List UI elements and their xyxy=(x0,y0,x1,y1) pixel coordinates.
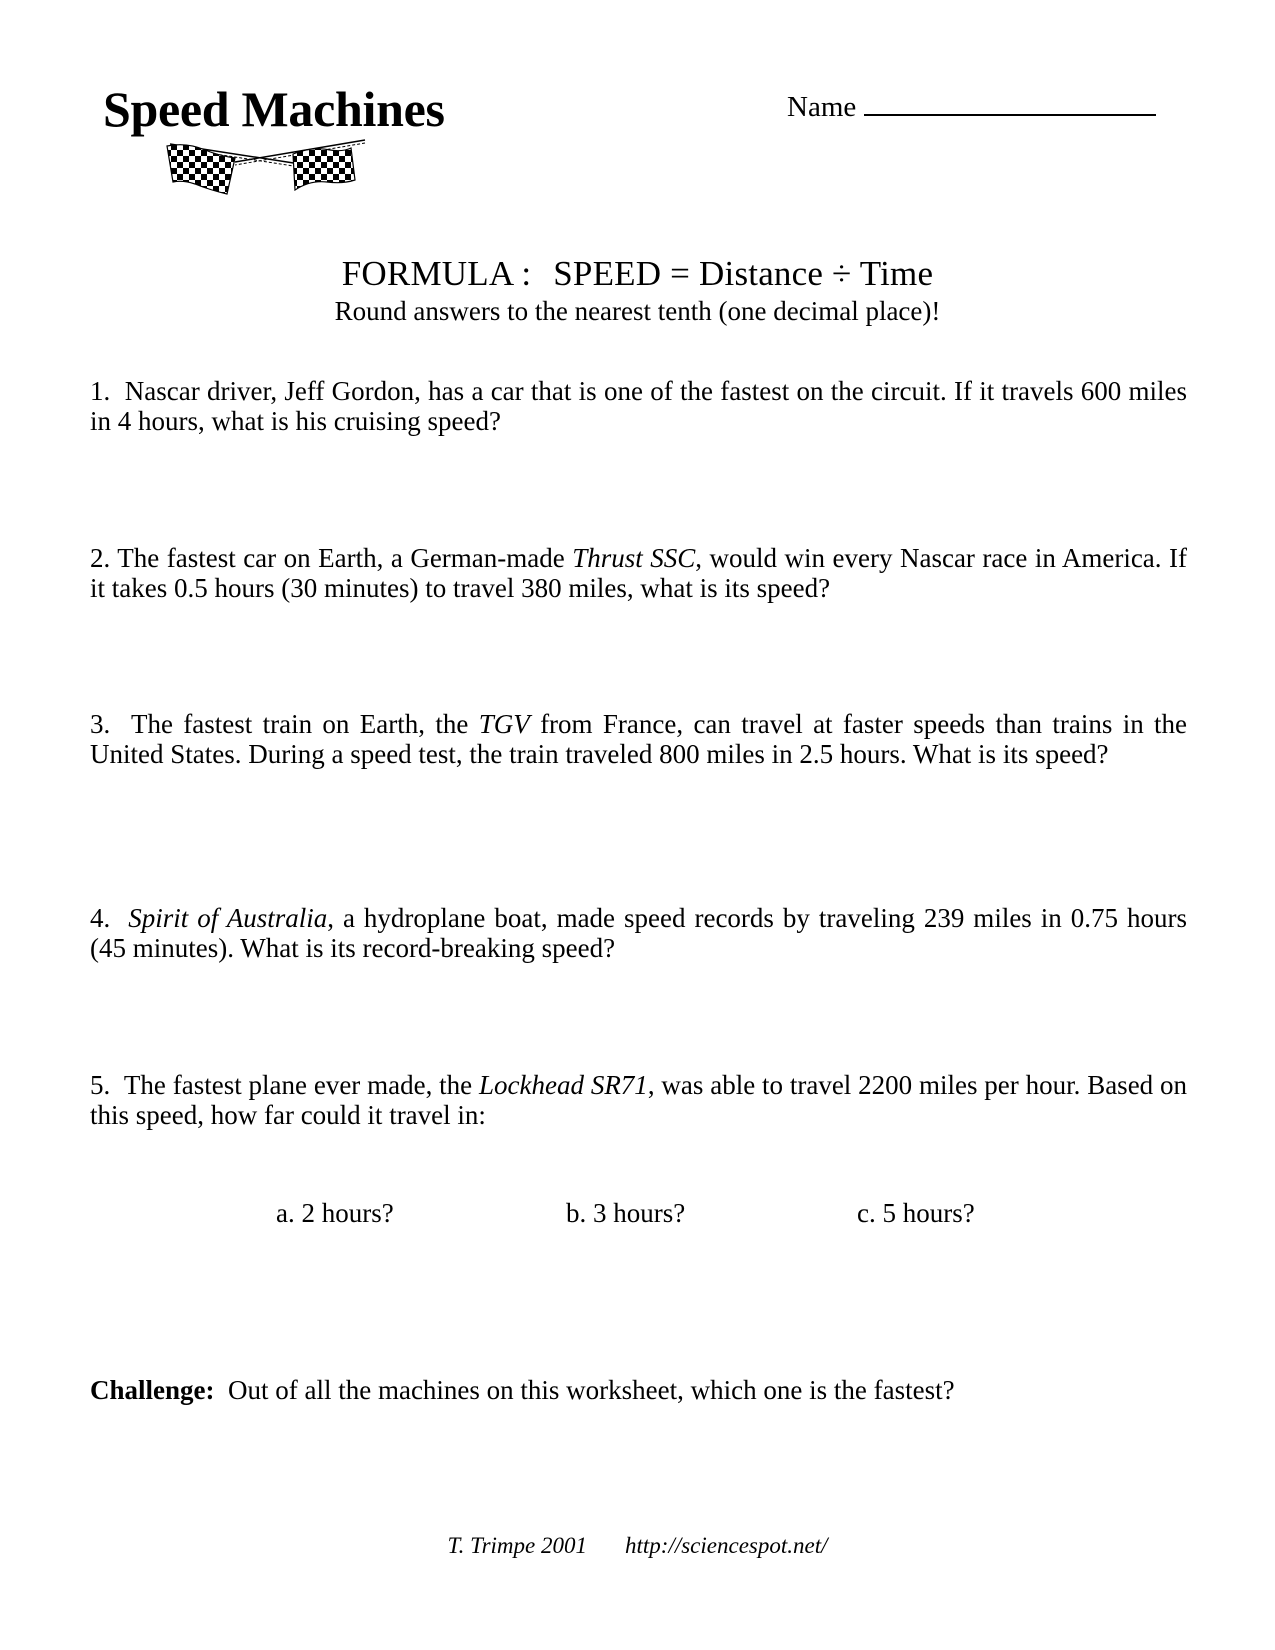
question-text: Nascar driver, Jeff Gordon, has a car that is one of the fastest on the circuit. If it travels 600 miles in 4 hours, what is his cruising speed? xyxy=(90,376,1188,436)
name-blank-line[interactable] xyxy=(864,86,1156,116)
question-text: from France, can travel at faster speeds than trains in the United States. During a speed test, the train traveled 800 miles in 2.5 hours. What is its speed? xyxy=(90,709,1188,769)
challenge-label: Challenge: xyxy=(90,1375,215,1405)
part-a: a. 2 hours? xyxy=(276,1198,394,1228)
question-text: , a hydroplane boat, made speed records by traveling 239 miles in 0.75 hours (45 minutes). What is its record-breaking speed? xyxy=(90,903,1187,963)
question-number: 5. xyxy=(90,1070,111,1100)
vehicle-name: Spirit of Australia xyxy=(128,903,328,933)
question-5 xyxy=(90,1070,1187,1130)
question-text: , would win every Nascar race in America. If it takes 0.5 hours (30 minutes) to travel 380 miles, what is its speed? xyxy=(90,543,1188,603)
name-label: Name xyxy=(787,91,857,123)
vehicle-name: Lockhead SR71 xyxy=(479,1070,648,1100)
footer xyxy=(0,1533,1275,1559)
question-2 xyxy=(90,543,1187,603)
vehicle-name: Thrust SSC xyxy=(572,543,696,573)
question-1 xyxy=(90,376,1187,436)
question-number: 2. xyxy=(90,543,111,573)
part-c: c. 5 hours? xyxy=(857,1198,975,1228)
name-field[interactable] xyxy=(787,86,1156,124)
challenge-question xyxy=(90,1375,955,1406)
question-4 xyxy=(90,903,1187,963)
question-text: , was able to travel 2200 miles per hour. Based on this speed, how far could it travel in: xyxy=(90,1070,1188,1130)
question-5-parts xyxy=(0,1198,1275,1232)
vehicle-name: TGV xyxy=(478,709,530,739)
question-number: 1. xyxy=(90,376,111,406)
part-b: b. 3 hours? xyxy=(566,1198,686,1228)
question-number: 4. xyxy=(90,903,111,933)
formula-equation: SPEED = Distance ÷ Time xyxy=(553,254,934,293)
question-number: 3. xyxy=(90,709,111,739)
question-3 xyxy=(90,709,1187,769)
footer-author: T. Trimpe 2001 xyxy=(447,1533,588,1558)
formula-line xyxy=(0,254,1275,294)
worksheet-title: Speed Machines xyxy=(103,81,445,137)
footer-url[interactable]: http://sciencespot.net/ xyxy=(625,1533,828,1558)
rounding-instruction: Round answers to the nearest tenth (one decimal place)! xyxy=(334,296,941,326)
challenge-text: Out of all the machines on this worksheet, which one is the fastest? xyxy=(228,1375,955,1405)
checkered-flags-icon xyxy=(165,138,375,208)
question-text: The fastest train on Earth, the xyxy=(130,709,469,739)
formula-label: FORMULA : xyxy=(341,254,532,293)
question-text: The fastest plane ever made, the xyxy=(123,1070,473,1100)
question-text: The fastest car on Earth, a German-made xyxy=(117,543,565,573)
